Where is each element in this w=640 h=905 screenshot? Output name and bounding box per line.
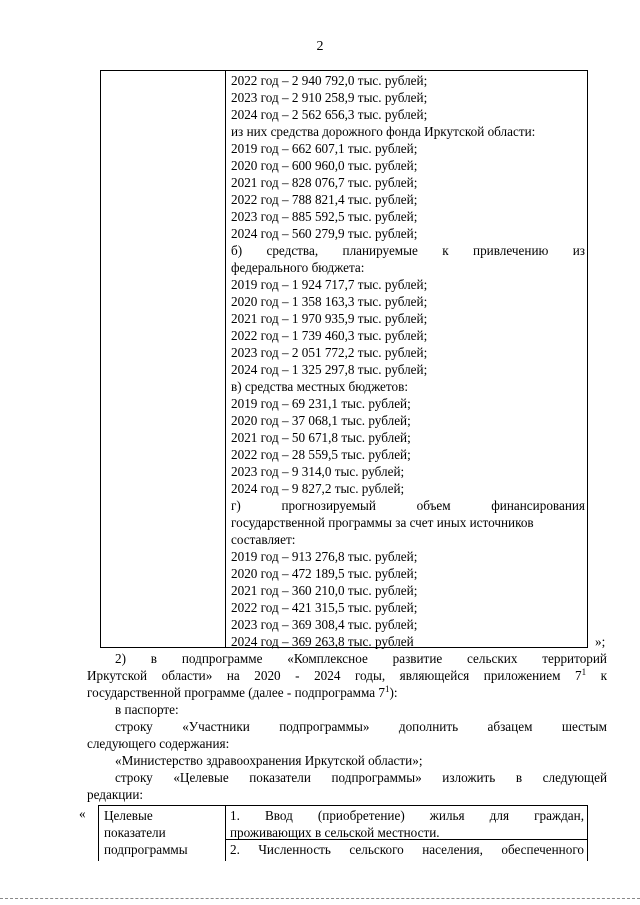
funding-line: 2023 год – 2 910 258,9 тыс. рублей; <box>231 90 428 105</box>
funding-line: из них средства дорожного фонда Иркутской области: <box>231 124 536 139</box>
label-line: подпрограммы <box>104 842 188 857</box>
paragraph-line: редакции: <box>87 787 144 802</box>
funding-line: 2019 год – 1 924 717,7 тыс. рублей; <box>231 277 428 292</box>
paragraph-line: «Министерство здравоохранения Иркутской области»; <box>115 753 423 768</box>
funding-line: 2019 год – 662 607,1 тыс. рублей; <box>231 141 418 156</box>
funding-line: 2023 год – 9 314,0 тыс. рублей; <box>231 464 405 479</box>
funding-line: 2020 год – 37 068,1 тыс. рублей; <box>231 413 411 428</box>
label-line: Целевые <box>104 808 153 823</box>
funding-line: б) средства, планируемые к привлечению из <box>231 243 585 258</box>
indicator-line: 1. Ввод (приобретение) жилья для граждан, <box>230 808 584 823</box>
funding-line: 2024 год – 369 263,8 тыс. рублей <box>231 634 414 649</box>
text-fragment: государственной программе (далее - подпрограмма 7 <box>87 685 385 700</box>
text-fragment: Иркутской области» на 2020 - 2024 годы, являющейся приложением 7 <box>87 668 582 683</box>
funding-line: г) прогнозируемый объем финансирования <box>231 498 585 513</box>
opening-quote: « <box>79 806 86 821</box>
funding-line: 2019 год – 69 231,1 тыс. рублей; <box>231 396 411 411</box>
funding-line: 2020 год – 600 960,0 тыс. рублей; <box>231 158 418 173</box>
funding-line: 2022 год – 788 821,4 тыс. рублей; <box>231 192 418 207</box>
indicators-value-cell <box>230 807 584 858</box>
funding-line: 2022 год – 28 559,5 тыс. рублей; <box>231 447 411 462</box>
paragraph-line: следующего содержания: <box>87 736 230 751</box>
table-column-divider <box>225 806 226 861</box>
funding-line: 2021 год – 360 210,0 тыс. рублей; <box>231 583 418 598</box>
text-fragment: к <box>586 668 607 683</box>
scan-edge-line <box>0 898 640 899</box>
funding-line: 2024 год – 1 325 297,8 тыс. рублей; <box>231 362 428 377</box>
closing-quote: »; <box>595 634 606 649</box>
funding-line: федерального бюджета: <box>231 260 365 275</box>
funding-table <box>100 70 588 648</box>
page-number: 2 <box>316 39 324 54</box>
indicators-label-cell <box>104 807 222 858</box>
funding-line: 2022 год – 2 940 792,0 тыс. рублей; <box>231 73 428 88</box>
funding-cell <box>231 72 585 650</box>
amendment-text <box>87 650 607 803</box>
indicators-table <box>98 805 588 861</box>
funding-line: 2021 год – 1 970 935,9 тыс. рублей; <box>231 311 428 326</box>
superscript: 1 <box>385 684 390 694</box>
funding-line: 2023 год – 885 592,5 тыс. рублей; <box>231 209 418 224</box>
superscript: 1 <box>581 667 587 677</box>
funding-line: в) средства местных бюджетов: <box>231 379 408 394</box>
funding-line: 2020 год – 472 189,5 тыс. рублей; <box>231 566 418 581</box>
paragraph-line: строку «Участники подпрограммы» дополнить абзацем шестым <box>115 719 607 734</box>
funding-line: 2020 год – 1 358 163,3 тыс. рублей; <box>231 294 428 309</box>
indicator-line: 2. Численность сельского населения, обеспеченного <box>230 842 584 857</box>
funding-line: 2019 год – 913 276,8 тыс. рублей; <box>231 549 418 564</box>
paragraph-line: в паспорте: <box>115 702 179 717</box>
table-column-divider <box>225 71 226 647</box>
funding-line: 2021 год – 50 671,8 тыс. рублей; <box>231 430 411 445</box>
funding-line: 2022 год – 421 315,5 тыс. рублей; <box>231 600 418 615</box>
paragraph-line <box>87 667 607 684</box>
funding-line: 2021 год – 828 076,7 тыс. рублей; <box>231 175 418 190</box>
funding-line: 2023 год – 369 308,4 тыс. рублей; <box>231 617 418 632</box>
funding-line: государственной программы за счет иных источников <box>231 515 534 530</box>
label-line: показатели <box>104 825 166 840</box>
funding-line: 2024 год – 560 279,9 тыс. рублей; <box>231 226 418 241</box>
funding-line: 2022 год – 1 739 460,3 тыс. рублей; <box>231 328 428 343</box>
funding-line: составляет: <box>231 532 296 547</box>
funding-line: 2023 год – 2 051 772,2 тыс. рублей; <box>231 345 428 360</box>
paragraph-line: 2) в подпрограмме «Комплексное развитие сельских территорий <box>115 651 607 666</box>
paragraph-line <box>87 684 607 701</box>
text-fragment: ): <box>389 685 398 700</box>
paragraph-line: строку «Целевые показатели подпрограммы» изложить в следующей <box>115 770 607 785</box>
funding-line: 2024 год – 2 562 656,3 тыс. рублей; <box>231 107 428 122</box>
indicator-line: проживающих в сельской местности. <box>230 825 440 840</box>
funding-line: 2024 год – 9 827,2 тыс. рублей; <box>231 481 405 496</box>
